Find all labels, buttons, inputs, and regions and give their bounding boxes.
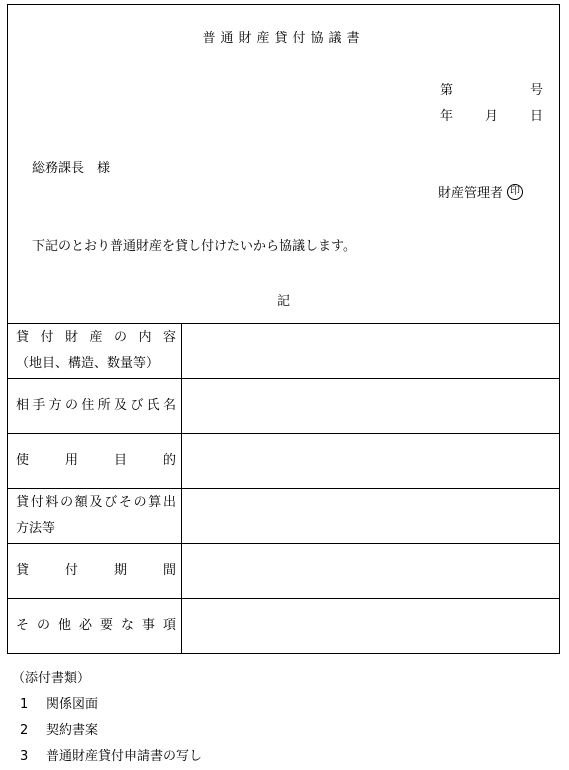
row-value-field[interactable] (182, 544, 560, 599)
row-value-field[interactable] (182, 599, 560, 654)
list-item-text: 関係図面 (46, 697, 99, 712)
row-value-field[interactable] (182, 379, 560, 434)
date-month: 月 (484, 109, 498, 124)
row-label (8, 544, 182, 599)
document-date (440, 105, 543, 124)
row-label (8, 599, 182, 654)
table-row (8, 599, 560, 654)
list-item (12, 744, 202, 770)
table-row (8, 324, 560, 379)
row-value-field[interactable] (182, 324, 560, 379)
body-text: 下記のとおり普通財産を貸し付けたいから協議します。 (32, 239, 356, 254)
list-item-number: 1 (20, 697, 29, 712)
row-label-text: 相手方の住所及び氏名 (16, 398, 176, 413)
row-label-text: 貸付期間 (16, 563, 176, 578)
row-label (8, 434, 182, 489)
number-suffix: 号 (529, 83, 543, 98)
row-label-text: 貸付財産の内容 (16, 330, 176, 345)
table-row (8, 489, 560, 544)
manager-label: 財産管理者 (438, 186, 504, 201)
list-item-text: 普通財産貸付申請書の写し (46, 749, 203, 764)
seal-icon: 印 (507, 184, 523, 200)
form-frame (7, 4, 560, 654)
table-row (8, 379, 560, 434)
number-prefix: 第 (440, 83, 454, 98)
list-item-number: 3 (20, 749, 29, 764)
document-title: 普通財産貸付協議書 (202, 31, 365, 46)
row-label (8, 489, 182, 544)
document-number (440, 79, 543, 98)
items-table (7, 323, 560, 654)
row-label-subtext: 方法等 (16, 521, 56, 536)
list-item-number: 2 (20, 723, 29, 738)
manager-signature (438, 182, 523, 201)
row-value-field[interactable] (182, 434, 560, 489)
row-label-text: その他必要な事項 (16, 618, 176, 633)
row-label-text: 貸付料の額及びその算出 (16, 495, 176, 510)
addressee: 総務課長 様 (32, 161, 111, 176)
list-item (12, 692, 202, 718)
date-day: 日 (529, 109, 543, 124)
table-row (8, 544, 560, 599)
row-value-field[interactable] (182, 489, 560, 544)
date-year: 年 (440, 109, 454, 124)
row-label (8, 324, 182, 379)
row-label-text: 使用目的 (16, 453, 176, 468)
row-label-subtext: （地目、構造、数量等） (16, 356, 160, 371)
attachments-section (12, 666, 202, 770)
list-item-text: 契約書案 (46, 723, 99, 738)
attachments-heading: （添付書類） (12, 671, 91, 686)
ki-heading: 記 (276, 294, 290, 309)
row-label (8, 379, 182, 434)
list-item (12, 718, 202, 744)
table-row (8, 434, 560, 489)
